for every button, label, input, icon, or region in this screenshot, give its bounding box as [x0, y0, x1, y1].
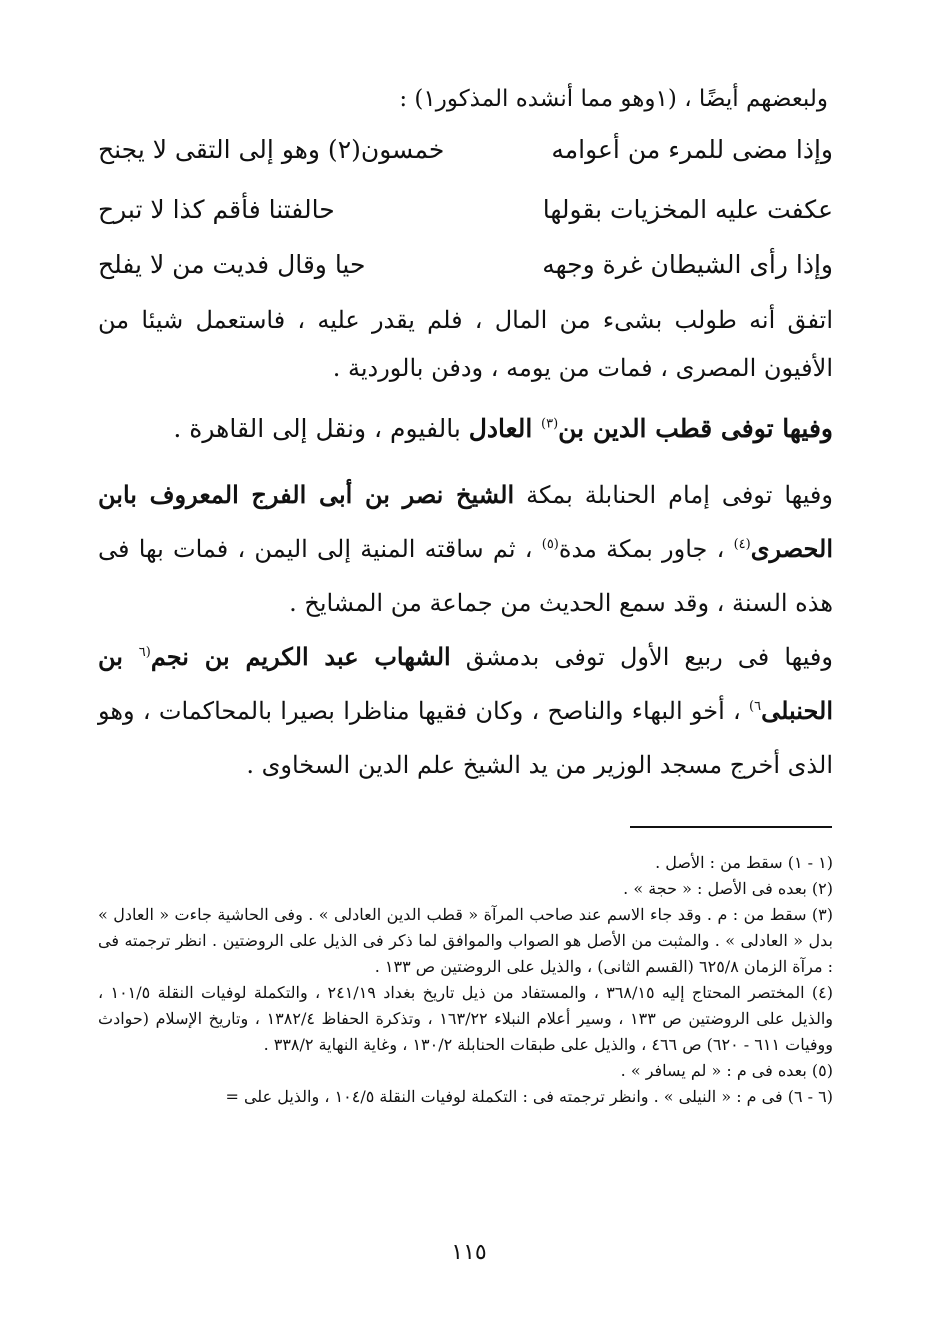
- footnote-marker[interactable]: (٤): [733, 537, 751, 552]
- paragraph-text: بالفيوم ، ونقل إلى القاهرة .: [173, 414, 469, 443]
- footnote: (٢) بعده فى الأصل : « حجة » .: [623, 879, 833, 898]
- paragraph-text: وفيها فى ربيع الأول توفى بدمشق: [450, 643, 833, 671]
- footnote-divider: [630, 826, 832, 828]
- paragraph-text: ، جاور بمكة مدة: [558, 535, 734, 563]
- verse-second-hemistich: حيا وقال فديت من لا يفلح: [98, 250, 366, 279]
- verse-first-hemistich: وإذا مضى للمرء من أعوامه: [551, 135, 833, 164]
- footnote-marker[interactable]: ٦): [749, 699, 762, 714]
- person-name: وفيها توفى قطب الدين بن: [558, 414, 833, 443]
- footnote: (٥) بعده فى م : « لم يسافر » .: [620, 1061, 833, 1080]
- footnote: (٦ - ٦) فى م : « النيلى » . وانظر ترجمته فى : التكملة لوفيات النقلة ١٠٤/٥ ، والذيل على =: [225, 1087, 833, 1106]
- footnote: (٤) المختصر المحتاج إليه ٣٦٨/١٥ ، والمستفاد من ذيل تاريخ بغداد ٢٤١/١٩ ، والتكملة لوفيات النقلة ١٠١/٥ ، والذيل على الروضتين ص ١٣٣ ، وسير أعلام النبلاء ١٦٣/٢٢ ، وتذكرة الحفاظ ١٣٨٢/٤ ، وتاريخ الإسلام (حوادث ووفيات ٦١١ - ٦٢٠) ص ٤٦٦ ، والذيل على طبقات الحنابلة ١٣٠/٢ ، وغاية النهاية ٣٣٨/٢ .: [98, 983, 834, 1054]
- footnote: (١ - ١) سقط من : الأصل .: [655, 853, 833, 872]
- paragraph-opium-death: اتفق أنه طولب بشىء من المال ، فلم يقدر عليه ، فاستعمل شيئا من الأفيون المصرى ، فمات من يومه ، ودفن بالوردية .: [98, 306, 833, 382]
- verse-first-hemistich: وإذا رأى الشيطان غرة وجهه: [542, 250, 833, 279]
- paragraph-text: ، أخو البهاء والناصح ، وكان فقيها مناظرا بصيرا بالمحاكمات ، وهو الذى أخرج مسجد الوزير من يد الشيخ علم الدين السخاوى .: [98, 697, 833, 779]
- footnote-marker[interactable]: (٦: [138, 645, 151, 660]
- paragraph-text: ، ثم ساقته المنية إلى اليمن ، فمات بها فى هذه السنة ، وقد سمع الحديث من جماعة من المشايخ .: [98, 535, 833, 617]
- person-name: الشيخ نصر بن أبى الفرج المعروف بابن الحصرى: [98, 480, 834, 563]
- footnotes: [98, 850, 833, 1110]
- footnote-marker[interactable]: (٣): [541, 416, 559, 432]
- verse-second-hemistich: حالفتنا فأقم كذا لا تبرح: [98, 195, 335, 224]
- intro-line: ولبعضهم أيضًا ، (١وهو مما أنشده المذكور١) :: [399, 86, 828, 112]
- verse-first-hemistich: عكفت عليه المخزيات بقولها: [542, 195, 833, 224]
- page-number: ١١٥: [451, 1240, 487, 1265]
- person-name: بن الحنبلى: [98, 642, 833, 725]
- person-name: الشهاب عبد الكريم بن نجم: [150, 642, 451, 671]
- person-name: العادل: [468, 414, 541, 443]
- footnote: (٣) سقط من : م . وقد جاء الاسم عند صاحب المرآة « قطب الدين العادلى » . وفى الحاشية جاءت « العادل » بدل « العادلى » . والمثبت من الأصل هو الصواب والموافق لما ذكر فى الذيل على الروضتين . انظر ترجمته فى : مرآة الزمان ٦٢٥/٨ (القسم الثانى) ، والذيل على الروضتين ص ١٣٣ .: [98, 905, 833, 976]
- paragraph-text: وفيها توفى إمام الحنابلة بمكة: [514, 481, 833, 509]
- verse-line: [98, 190, 833, 230]
- verse-second-hemistich: خمسون(٢) وهو إلى التقى لا يجنح: [98, 135, 445, 164]
- paragraph-nasr-ibn-abi-al-faraj: [98, 468, 833, 630]
- paragraph-qutb-al-din: [98, 405, 833, 453]
- paragraph-shihab-abd-al-karim: [98, 630, 833, 792]
- verse-line: [98, 130, 833, 170]
- footnote-marker[interactable]: (٥): [541, 537, 559, 552]
- verse-line: [98, 245, 833, 285]
